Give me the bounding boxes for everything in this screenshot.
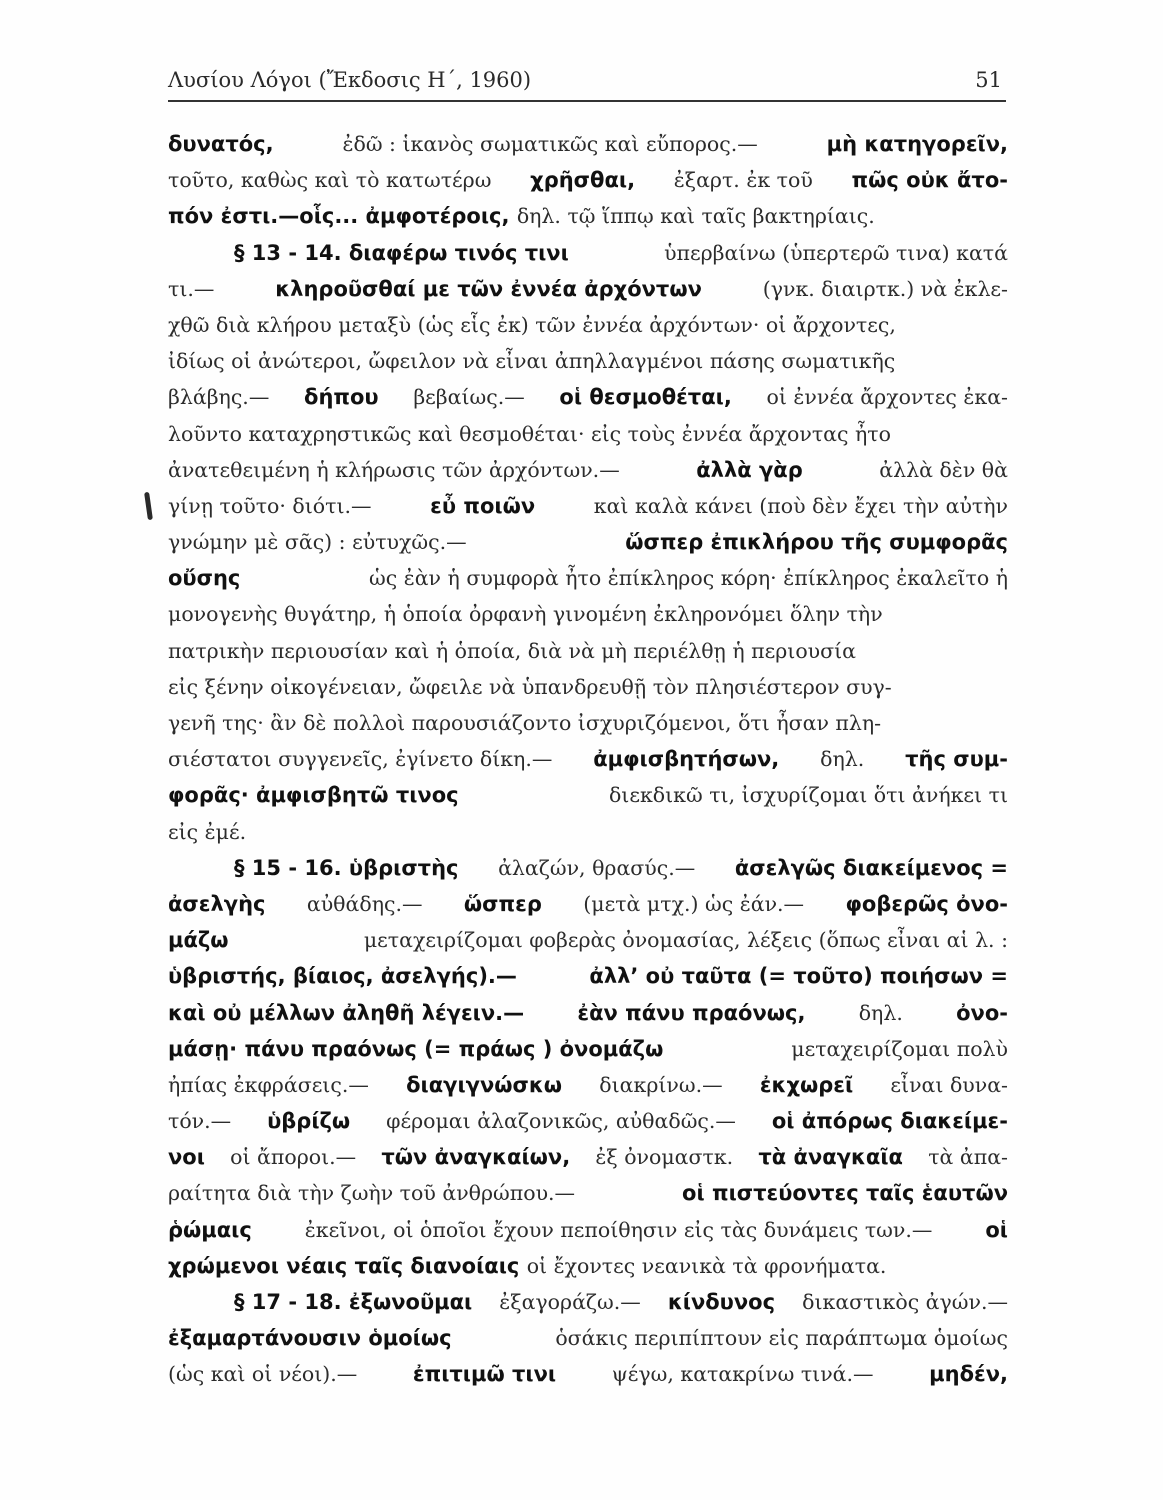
text-line: [168, 995, 1008, 1031]
text-line: [168, 1248, 1008, 1284]
lemma-bold: μάζω: [168, 928, 229, 953]
gloss-text: εἶναι δυνα-: [890, 1072, 1008, 1097]
gloss-text: ὡς ἐὰν ἡ συμφορὰ ἦτο ἐπίκληρος κόρη· ἐπίκληρος ἐκαλεῖτο ἡ: [369, 566, 1008, 591]
text-line: [168, 235, 1008, 271]
lemma-bold: φορᾶς· ἀμφισβητῶ τινος: [168, 783, 459, 808]
text-line: [168, 198, 1008, 234]
text-line: [168, 452, 1008, 488]
gloss-text: ἀλλὰ δὲν θὰ: [879, 457, 1008, 482]
lemma-bold: ἀσελγὴς: [168, 891, 266, 916]
lemma-bold: κληροῦσθαί με τῶν ἐννέα ἀρχόντων: [275, 276, 702, 301]
lemma-bold: τῶν ἀναγκαίων,: [381, 1145, 571, 1170]
lemma-bold: ὀνο-: [956, 1000, 1008, 1025]
gloss-text: βεβαίως.—: [413, 385, 525, 410]
gloss-text: δηλ. τῷ ἵππῳ καὶ ταῖς βακτηρίαις.: [516, 204, 875, 229]
text-line: [168, 1212, 1008, 1248]
text-line: [168, 705, 1008, 741]
gloss-text: ψέγω, κατακρίνω τινά.—: [611, 1362, 874, 1387]
gloss-text: λοῦντο καταχρηστικῶς καὶ θεσμοθέται· εἰς τοὺς ἐννέα ἄρχοντας ἦτο: [168, 421, 891, 446]
text-line: [168, 633, 1008, 669]
text-line: [168, 958, 1008, 994]
lemma-bold: § 13 - 14. διαφέρω τινός τινι: [234, 240, 569, 265]
gloss-text: γίνῃ τοῦτο· διότι.—: [168, 493, 372, 518]
gloss-text: ὁσάκις περιπίπτουν εἰς παράπτωμα ὁμοίως: [555, 1326, 1008, 1351]
lemma-bold: ῥώμαις: [168, 1217, 252, 1242]
lemma-bold: ὑβρίζω: [267, 1109, 351, 1134]
lemma-bold: ὑβριστής, βίαιος, ἀσελγής).—: [168, 964, 517, 989]
lemma-bold: § 15 - 16. ὑβριστὴς: [234, 855, 459, 880]
text-line: [168, 343, 1008, 379]
lemma-bold: χρῆσθαι,: [530, 168, 636, 193]
gloss-text: δηλ.: [820, 747, 865, 772]
lemma-bold: οὔσης: [168, 566, 241, 591]
lemma-bold: τῆς συμ-: [905, 747, 1008, 772]
lemma-bold: πόν ἐστι.—οἷς... ἀμφοτέροις,: [168, 204, 510, 229]
gloss-text: οἱ ἔχοντες νεανικὰ τὰ φρονήματα.: [526, 1253, 887, 1278]
gloss-text: ἠπίας ἐκφράσεις.—: [168, 1072, 369, 1097]
text-line: [168, 560, 1008, 596]
lemma-bold: οἱ: [985, 1217, 1008, 1242]
lemma-bold: ἀμφισβητήσων,: [593, 747, 780, 772]
gloss-text: δικαστικὸς ἀγών.—: [802, 1290, 1008, 1314]
text-line: [168, 814, 1008, 850]
lemma-bold: τὰ ἀναγκαῖα: [758, 1145, 903, 1170]
header-title: Λυσίου Λόγοι (Ἔκδοσις Η΄, 1960): [168, 68, 532, 92]
lemma-bold: νοι: [168, 1145, 205, 1170]
gloss-text: διακρίνω.—: [599, 1072, 723, 1097]
gloss-text: τοῦτο, καθὼς καὶ τὸ κατωτέρω: [168, 168, 492, 193]
gloss-text: καὶ καλὰ κάνει (ποὺ δὲν ἔχει τὴν αὐτὴν: [593, 493, 1008, 518]
text-line: [168, 1356, 1008, 1392]
lemma-bold: κίνδυνος: [667, 1290, 776, 1314]
text-line: [168, 669, 1008, 705]
text-line: [168, 1103, 1008, 1139]
margin-mark: [144, 492, 153, 520]
lemma-bold: ἐὰν πάνυ πραόνως,: [577, 1000, 806, 1025]
gloss-text: γνώμην μὲ σᾶς) : εὐτυχῶς.—: [168, 530, 467, 555]
lemma-bold: ἀλλ’ οὐ ταῦτα (= τοῦτο) ποιήσων =: [589, 964, 1008, 989]
gloss-text: ἐξαρτ. ἐκ τοῦ: [673, 168, 813, 193]
gloss-text: ἐκεῖνοι, οἱ ὁποῖοι ἔχουν πεποίθησιν εἰς τὰς δυνάμεις των.—: [304, 1217, 933, 1242]
gloss-text: τόν.—: [168, 1109, 232, 1134]
lemma-bold: διαγιγνώσκω: [406, 1072, 563, 1097]
text-line: [168, 1284, 1008, 1320]
text-line: [168, 162, 1008, 198]
text-line: [168, 741, 1008, 777]
lemma-bold: χρώμενοι νέαις ταῖς διανοίαις: [168, 1253, 520, 1278]
lemma-bold: πῶς οὐκ ἄτο-: [851, 168, 1008, 193]
text-line: [168, 1139, 1008, 1175]
lemma-bold: ἀσελγῶς διακείμενος =: [734, 855, 1008, 880]
text-line: [168, 1067, 1008, 1103]
text-line: [168, 1175, 1008, 1211]
gloss-text: μεταχειρίζομαι πολὺ: [791, 1036, 1008, 1061]
gloss-text: ἰδίως οἱ ἀνώτεροι, ὤφειλον νὰ εἶναι ἀπηλλαγμένοι πάσης σωματικῆς: [168, 349, 896, 374]
text-line: [168, 922, 1008, 958]
gloss-text: σιέστατοι συγγενεῖς, ἐγίνετο δίκη.—: [168, 747, 553, 772]
lemma-bold: μὴ κατηγορεῖν,: [826, 132, 1008, 156]
text-line: [168, 379, 1008, 415]
page-number: 51: [975, 68, 1002, 92]
gloss-text: μεταχειρίζομαι φοβερὰς ὀνομασίας, λέξεις (ὅπως εἶναι αἱ λ. :: [363, 928, 1008, 953]
lemma-bold: καὶ οὐ μέλλων ἀληθῆ λέγειν.—: [168, 1000, 525, 1025]
gloss-text: διεκδικῶ τι, ἰσχυρίζομαι ὅτι ἀνήκει τι: [608, 783, 1008, 808]
lemma-bold: οἱ ἀπόρως διακείμε-: [771, 1109, 1008, 1134]
gloss-text: χθῶ διὰ κλήρου μεταξὺ (ὡς εἷς ἐκ) τῶν ἐννέα ἀρχόντων· οἱ ἄρχοντες,: [168, 312, 896, 337]
gloss-text: εἰς ξένην οἰκογένειαν, ὤφειλε νὰ ὑπανδρευθῇ τὸν πλησιέστερον συγ-: [168, 674, 892, 699]
gloss-text: (μετὰ μτχ.) ὡς ἐάν.—: [583, 891, 805, 916]
lemma-bold: ἐπιτιμῶ τινι: [412, 1362, 557, 1387]
lemma-bold: δυνατός,: [168, 132, 274, 156]
gloss-text: ἀνατεθειμένη ἡ κλήρωσις τῶν ἀρχόντων.—: [168, 457, 620, 482]
lemma-bold: μάσῃ· πάνυ πραόνως (= πράως ) ὀνομάζω: [168, 1036, 664, 1061]
gloss-text: (γνκ. διαιρτκ.) νὰ ἐκλε-: [762, 276, 1008, 301]
lemma-bold: εὖ ποιῶν: [430, 493, 536, 518]
lemma-bold: § 17 - 18. ἐξωνοῦμαι: [234, 1290, 473, 1314]
text-line: [168, 488, 1008, 524]
lemma-bold: ἐξαμαρτάνουσιν ὁμοίως: [168, 1326, 452, 1351]
gloss-text: πατρικὴν περιουσίαν καὶ ἡ ὁποία, διὰ νὰ μὴ περιέλθῃ ἡ περιουσία: [168, 638, 857, 663]
gloss-text: (ὡς καὶ οἱ νέοι).—: [168, 1362, 358, 1387]
lemma-bold: ὥσπερ ἐπικλήρου τῆς συμφορᾶς: [625, 530, 1008, 555]
text-line: [168, 126, 1008, 162]
commentary-text: [168, 126, 1008, 1393]
text-line: [168, 524, 1008, 560]
gloss-text: εἰς ἐμέ.: [168, 819, 247, 844]
gloss-text: τι.—: [168, 276, 215, 301]
text-line: [168, 307, 1008, 343]
gloss-text: γενῆ της· ἂν δὲ πολλοὶ παρουσιάζοντο ἰσχυριζόμενοι, ὅτι ἦσαν πλη-: [168, 711, 882, 735]
gloss-text: μονογενὴς θυγάτηρ, ἡ ὁποία ὀρφανὴ γινομένη ἐκληρονόμει ὅλην τὴν: [168, 602, 883, 627]
gloss-text: οἱ ἐννέα ἄρχοντες ἐκα-: [766, 385, 1008, 410]
lemma-bold: μηδέν,: [929, 1362, 1008, 1387]
lemma-bold: ἐκχωρεῖ: [759, 1072, 854, 1097]
lemma-bold: ὥσπερ: [463, 891, 542, 916]
lemma-bold: φοβερῶς ὀνο-: [845, 891, 1008, 916]
text-line: [168, 886, 1008, 922]
gloss-text: βλάβης.—: [168, 385, 270, 410]
gloss-text: φέρομαι ἀλαζονικῶς, αὐθαδῶς.—: [386, 1109, 736, 1134]
gloss-text: ἐξ ὀνομαστκ.: [595, 1145, 734, 1170]
gloss-text: ἀλαζών, θρασύς.—: [498, 855, 696, 880]
text-line: [168, 1320, 1008, 1356]
gloss-text: αὐθάδης.—: [306, 891, 423, 916]
lemma-bold: οἱ θεσμοθέται,: [559, 385, 732, 410]
gloss-text: ὑπερβαίνω (ὑπερτερῶ τινα) κατά: [664, 240, 1008, 265]
text-line: [168, 777, 1008, 813]
text-line: [168, 596, 1008, 632]
lemma-bold: οἱ πιστεύοντες ταῖς ἑαυτῶν: [682, 1181, 1008, 1206]
text-line: [168, 850, 1008, 886]
text-line: [168, 271, 1008, 307]
gloss-text: δηλ.: [858, 1000, 903, 1025]
gloss-text: ραίτητα διὰ τὴν ζωὴν τοῦ ἀνθρώπου.—: [168, 1181, 576, 1206]
gloss-text: τὰ ἀπα-: [928, 1145, 1008, 1170]
running-header: [168, 68, 1006, 102]
text-line: [168, 1031, 1008, 1067]
gloss-text: ἐξαγοράζω.—: [499, 1290, 641, 1314]
text-line: [168, 416, 1008, 452]
lemma-bold: δήπου: [304, 385, 379, 410]
lemma-bold: ἀλλὰ γὰρ: [696, 457, 803, 482]
gloss-text: ἐδῶ : ἱκανὸς σωματικῶς καὶ εὔπορος.—: [342, 132, 758, 156]
gloss-text: οἱ ἄποροι.—: [230, 1145, 357, 1170]
